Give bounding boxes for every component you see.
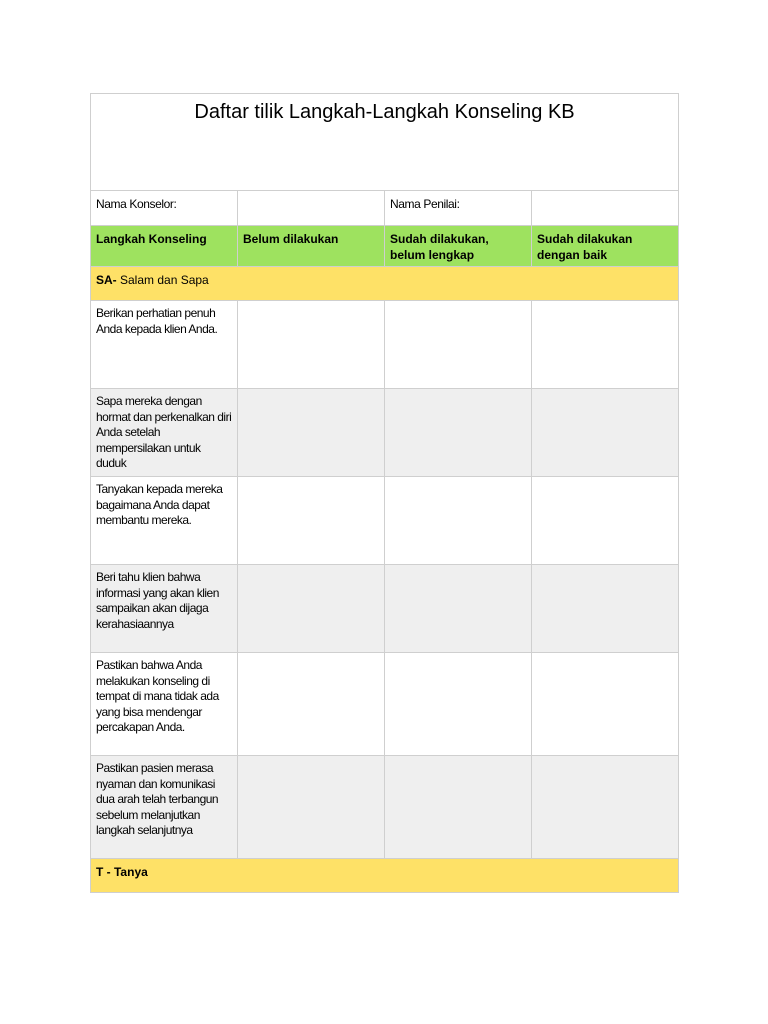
check-cell-not-done[interactable] [238, 756, 385, 859]
header-incomplete-label: Sudah dilakukan, belum lengkap [390, 232, 489, 262]
step-cell [91, 477, 238, 565]
step-text: Sapa mereka dengan hormat dan perkenalkan diri Anda setelah mempersilakan untuk duduk [96, 394, 232, 470]
step-text: Berikan perhatian penuh Anda kepada klien Anda. [96, 306, 218, 336]
step-cell [91, 389, 238, 477]
header-cell-done-well [532, 226, 679, 267]
check-cell-done-well[interactable] [532, 565, 679, 653]
header-cell-not-done [238, 226, 385, 267]
check-cell-not-done[interactable] [238, 301, 385, 389]
check-cell-incomplete[interactable] [385, 301, 532, 389]
check-cell-not-done[interactable] [238, 653, 385, 756]
counselor-name-field[interactable] [238, 191, 385, 226]
check-cell-incomplete[interactable] [385, 389, 532, 477]
section-sa-name: Salam dan Sapa [116, 273, 209, 287]
section-row-t [91, 859, 679, 893]
step-text: Pastikan pasien merasa nyaman dan komunikasi dua arah telah terbangun sebelum melanjutkan langkah selanjutnya [96, 761, 219, 837]
step-text: Beri tahu klien bahwa informasi yang akan klien sampaikan akan dijaga kerahasiaannya [96, 570, 219, 631]
check-cell-done-well[interactable] [532, 477, 679, 565]
table-row [91, 756, 679, 859]
header-not-done-label: Belum dilakukan [243, 232, 339, 246]
step-cell [91, 653, 238, 756]
step-cell [91, 565, 238, 653]
assessor-name-field[interactable] [532, 191, 679, 226]
check-cell-incomplete[interactable] [385, 653, 532, 756]
table-row [91, 477, 679, 565]
check-cell-incomplete[interactable] [385, 565, 532, 653]
table-row [91, 565, 679, 653]
section-sa-code: SA- [96, 273, 117, 287]
header-done-well-label: Sudah dilakukan dengan baik [537, 232, 633, 262]
step-text: Pastikan bahwa Anda melakukan konseling di tempat di mana tidak ada yang bisa mendengar percakapan Anda. [96, 658, 219, 734]
check-cell-done-well[interactable] [532, 389, 679, 477]
check-cell-not-done[interactable] [238, 565, 385, 653]
table-row [91, 653, 679, 756]
assessor-label: Nama Penilai: [390, 197, 460, 211]
title-cell [91, 94, 679, 191]
section-cell-sa [91, 267, 679, 301]
section-cell-t [91, 859, 679, 893]
title-row [91, 94, 679, 191]
table-row [91, 389, 679, 477]
check-cell-incomplete[interactable] [385, 477, 532, 565]
counselor-label: Nama Konselor: [96, 197, 177, 211]
name-row [91, 191, 679, 226]
column-header-row [91, 226, 679, 267]
check-cell-incomplete[interactable] [385, 756, 532, 859]
table-row [91, 301, 679, 389]
check-cell-done-well[interactable] [532, 301, 679, 389]
check-cell-not-done[interactable] [238, 389, 385, 477]
header-cell-incomplete [385, 226, 532, 267]
section-row-sa [91, 267, 679, 301]
step-cell [91, 756, 238, 859]
header-cell-steps [91, 226, 238, 267]
counselor-label-cell [91, 191, 238, 226]
step-text: Tanyakan kepada mereka bagaimana Anda dapat membantu mereka. [96, 482, 223, 527]
assessor-label-cell [385, 191, 532, 226]
check-cell-done-well[interactable] [532, 653, 679, 756]
page-title: Daftar tilik Langkah-Langkah Konseling KB [194, 101, 575, 123]
section-sa-label [91, 267, 678, 287]
check-cell-not-done[interactable] [238, 477, 385, 565]
checklist-table [90, 93, 679, 893]
check-cell-done-well[interactable] [532, 756, 679, 859]
header-steps-label: Langkah Konseling [96, 232, 207, 246]
section-t-label [91, 859, 678, 879]
section-t-title: T - Tanya [96, 865, 148, 879]
step-cell [91, 301, 238, 389]
